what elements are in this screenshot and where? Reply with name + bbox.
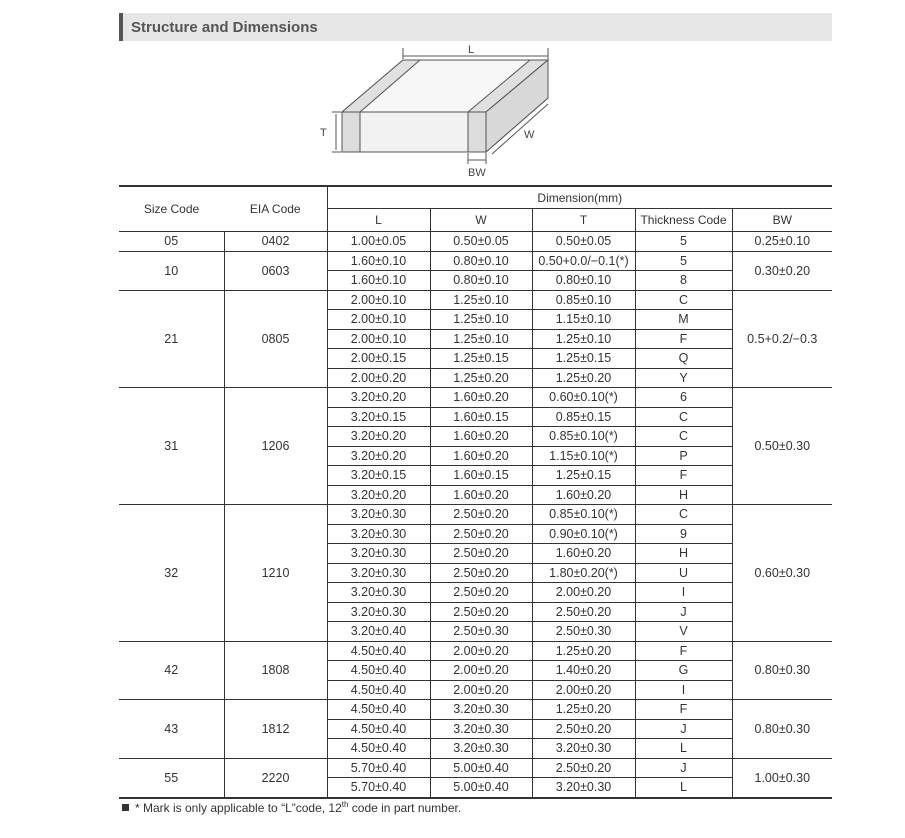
l-cell: 4.50±0.40 xyxy=(327,700,430,720)
thickness-code-cell: G xyxy=(635,661,732,681)
w-cell: 5.00±0.40 xyxy=(430,778,532,798)
chip-structure-diagram xyxy=(300,40,570,180)
t-cell: 2.50±0.20 xyxy=(532,602,635,622)
label-W: W xyxy=(524,129,535,141)
eia-code-cell: 0603 xyxy=(224,251,327,290)
eia-code-cell: 1210 xyxy=(224,505,327,642)
l-cell: 5.70±0.40 xyxy=(327,758,430,778)
w-cell: 0.80±0.10 xyxy=(430,251,532,271)
size-code-cell: 31 xyxy=(119,388,224,505)
thickness-code-cell: Y xyxy=(635,368,732,388)
eia-code-cell: 1812 xyxy=(224,700,327,759)
table-row xyxy=(119,388,832,408)
w-cell: 5.00±0.40 xyxy=(430,758,532,778)
w-cell: 0.80±0.10 xyxy=(430,271,532,291)
header-thickness-code: Thickness Code xyxy=(635,209,732,232)
table-row xyxy=(119,641,832,661)
w-cell: 1.60±0.15 xyxy=(430,466,532,486)
thickness-code-cell: I xyxy=(635,583,732,603)
table-row xyxy=(119,758,832,778)
t-cell: 0.50±0.05 xyxy=(532,232,635,252)
w-cell: 2.00±0.20 xyxy=(430,680,532,700)
w-cell: 3.20±0.30 xyxy=(430,719,532,739)
w-cell: 1.25±0.15 xyxy=(430,349,532,369)
thickness-code-cell: H xyxy=(635,544,732,564)
footnote xyxy=(122,800,461,815)
w-cell: 1.60±0.20 xyxy=(430,446,532,466)
thickness-code-cell: J xyxy=(635,602,732,622)
eia-code-cell: 1808 xyxy=(224,641,327,700)
header-size-code: Size Code xyxy=(119,186,224,232)
t-cell: 1.25±0.20 xyxy=(532,700,635,720)
size-code-cell: 43 xyxy=(119,700,224,759)
w-cell: 1.60±0.20 xyxy=(430,388,532,408)
l-cell: 4.50±0.40 xyxy=(327,680,430,700)
thickness-code-cell: V xyxy=(635,622,732,642)
header-W: W xyxy=(430,209,532,232)
w-cell: 2.50±0.20 xyxy=(430,524,532,544)
bw-cell: 0.30±0.20 xyxy=(732,251,832,290)
l-cell: 2.00±0.10 xyxy=(327,310,430,330)
l-cell: 4.50±0.40 xyxy=(327,719,430,739)
t-cell: 1.25±0.15 xyxy=(532,466,635,486)
thickness-code-cell: I xyxy=(635,680,732,700)
l-cell: 3.20±0.15 xyxy=(327,466,430,486)
l-cell: 1.60±0.10 xyxy=(327,271,430,291)
thickness-code-cell: P xyxy=(635,446,732,466)
l-cell: 4.50±0.40 xyxy=(327,661,430,681)
l-cell: 1.00±0.05 xyxy=(327,232,430,252)
thickness-code-cell: C xyxy=(635,407,732,427)
t-cell: 2.50±0.30 xyxy=(532,622,635,642)
l-cell: 3.20±0.30 xyxy=(327,602,430,622)
w-cell: 1.60±0.20 xyxy=(430,485,532,505)
label-BW: BW xyxy=(468,167,486,179)
l-cell: 2.00±0.10 xyxy=(327,290,430,310)
header-dimension: Dimension(mm) xyxy=(327,186,832,209)
w-cell: 2.00±0.20 xyxy=(430,661,532,681)
l-cell: 3.20±0.30 xyxy=(327,505,430,525)
dimension-table xyxy=(119,185,832,799)
footnote-superscript: th xyxy=(341,800,349,809)
t-cell: 2.00±0.20 xyxy=(532,680,635,700)
eia-code-cell: 2220 xyxy=(224,758,327,798)
t-cell: 3.20±0.30 xyxy=(532,739,635,759)
thickness-code-cell: F xyxy=(635,641,732,661)
w-cell: 1.60±0.20 xyxy=(430,427,532,447)
bw-cell: 0.80±0.30 xyxy=(732,641,832,700)
w-cell: 3.20±0.30 xyxy=(430,739,532,759)
t-cell: 1.60±0.20 xyxy=(532,544,635,564)
thickness-code-cell: F xyxy=(635,700,732,720)
footnote-text: * Mark is only applicable to “L”code, 12 xyxy=(135,801,342,815)
thickness-code-cell: M xyxy=(635,310,732,330)
bw-cell: 1.00±0.30 xyxy=(732,758,832,798)
t-cell: 1.40±0.20 xyxy=(532,661,635,681)
thickness-code-cell: C xyxy=(635,427,732,447)
w-cell: 1.25±0.20 xyxy=(430,368,532,388)
t-cell: 1.25±0.20 xyxy=(532,368,635,388)
t-cell: 0.85±0.10(*) xyxy=(532,505,635,525)
l-cell: 2.00±0.20 xyxy=(327,368,430,388)
t-cell: 0.80±0.10 xyxy=(532,271,635,291)
size-code-cell: 05 xyxy=(119,232,224,252)
w-cell: 2.00±0.20 xyxy=(430,641,532,661)
t-cell: 1.15±0.10(*) xyxy=(532,446,635,466)
w-cell: 2.50±0.20 xyxy=(430,505,532,525)
t-cell: 0.90±0.10(*) xyxy=(532,524,635,544)
thickness-code-cell: 9 xyxy=(635,524,732,544)
l-cell: 3.20±0.20 xyxy=(327,427,430,447)
t-cell: 0.85±0.15 xyxy=(532,407,635,427)
t-cell: 1.25±0.15 xyxy=(532,349,635,369)
size-code-cell: 32 xyxy=(119,505,224,642)
t-cell: 2.00±0.20 xyxy=(532,583,635,603)
table-body xyxy=(119,232,832,798)
l-cell: 3.20±0.30 xyxy=(327,544,430,564)
header-BW: BW xyxy=(732,209,832,232)
t-cell: 0.85±0.10 xyxy=(532,290,635,310)
l-cell: 2.00±0.10 xyxy=(327,329,430,349)
thickness-code-cell: F xyxy=(635,329,732,349)
w-cell: 0.50±0.05 xyxy=(430,232,532,252)
l-cell: 3.20±0.20 xyxy=(327,485,430,505)
l-cell: 3.20±0.20 xyxy=(327,446,430,466)
table-row xyxy=(119,251,832,271)
w-cell: 1.60±0.15 xyxy=(430,407,532,427)
thickness-code-cell: J xyxy=(635,758,732,778)
size-code-cell: 55 xyxy=(119,758,224,798)
l-cell: 1.60±0.10 xyxy=(327,251,430,271)
t-cell: 3.20±0.30 xyxy=(532,778,635,798)
table-row xyxy=(119,290,832,310)
w-cell: 1.25±0.10 xyxy=(430,290,532,310)
thickness-code-cell: 5 xyxy=(635,232,732,252)
eia-code-cell: 0402 xyxy=(224,232,327,252)
l-cell: 4.50±0.40 xyxy=(327,739,430,759)
thickness-code-cell: 8 xyxy=(635,271,732,291)
l-cell: 2.00±0.15 xyxy=(327,349,430,369)
thickness-code-cell: 6 xyxy=(635,388,732,408)
t-cell: 1.80±0.20(*) xyxy=(532,563,635,583)
label-T: T xyxy=(320,127,327,139)
w-cell: 2.50±0.20 xyxy=(430,583,532,603)
thickness-code-cell: L xyxy=(635,739,732,759)
bw-cell: 0.80±0.30 xyxy=(732,700,832,759)
w-cell: 3.20±0.30 xyxy=(430,700,532,720)
bw-cell: 0.50±0.30 xyxy=(732,388,832,505)
l-cell: 3.20±0.20 xyxy=(327,388,430,408)
header-eia-code: EIA Code xyxy=(224,186,327,232)
size-code-cell: 10 xyxy=(119,251,224,290)
bw-cell: 0.60±0.30 xyxy=(732,505,832,642)
header-T: T xyxy=(532,209,635,232)
table-row xyxy=(119,505,832,525)
t-cell: 0.60±0.10(*) xyxy=(532,388,635,408)
section-title: Structure and Dimensions xyxy=(131,19,318,36)
l-cell: 3.20±0.30 xyxy=(327,524,430,544)
thickness-code-cell: U xyxy=(635,563,732,583)
t-cell: 1.25±0.20 xyxy=(532,641,635,661)
thickness-code-cell: 5 xyxy=(635,251,732,271)
w-cell: 2.50±0.20 xyxy=(430,563,532,583)
l-cell: 3.20±0.30 xyxy=(327,563,430,583)
w-cell: 2.50±0.20 xyxy=(430,544,532,564)
label-L: L xyxy=(468,44,475,56)
thickness-code-cell: C xyxy=(635,505,732,525)
thickness-code-cell: Q xyxy=(635,349,732,369)
section-header xyxy=(119,13,832,41)
t-cell: 0.50+0.0/−0.1(*) xyxy=(532,251,635,271)
w-cell: 1.25±0.10 xyxy=(430,310,532,330)
t-cell: 2.50±0.20 xyxy=(532,719,635,739)
w-cell: 1.25±0.10 xyxy=(430,329,532,349)
t-cell: 1.25±0.10 xyxy=(532,329,635,349)
w-cell: 2.50±0.30 xyxy=(430,622,532,642)
eia-code-cell: 0805 xyxy=(224,290,327,388)
table-row xyxy=(119,700,832,720)
t-cell: 1.60±0.20 xyxy=(532,485,635,505)
l-cell: 3.20±0.15 xyxy=(327,407,430,427)
bw-cell: 0.25±0.10 xyxy=(732,232,832,252)
header-L: L xyxy=(327,209,430,232)
footnote-text-end: code in part number. xyxy=(348,801,462,815)
bullet-square-icon xyxy=(122,804,129,811)
thickness-code-cell: L xyxy=(635,778,732,798)
l-cell: 3.20±0.30 xyxy=(327,583,430,603)
t-cell: 0.85±0.10(*) xyxy=(532,427,635,447)
l-cell: 5.70±0.40 xyxy=(327,778,430,798)
size-code-cell: 42 xyxy=(119,641,224,700)
thickness-code-cell: C xyxy=(635,290,732,310)
l-cell: 3.20±0.40 xyxy=(327,622,430,642)
t-cell: 2.50±0.20 xyxy=(532,758,635,778)
thickness-code-cell: J xyxy=(635,719,732,739)
l-cell: 4.50±0.40 xyxy=(327,641,430,661)
table-row xyxy=(119,232,832,252)
t-cell: 1.15±0.10 xyxy=(532,310,635,330)
w-cell: 2.50±0.20 xyxy=(430,602,532,622)
bw-cell: 0.5+0.2/−0.3 xyxy=(732,290,832,388)
size-code-cell: 21 xyxy=(119,290,224,388)
eia-code-cell: 1206 xyxy=(224,388,327,505)
thickness-code-cell: H xyxy=(635,485,732,505)
thickness-code-cell: F xyxy=(635,466,732,486)
